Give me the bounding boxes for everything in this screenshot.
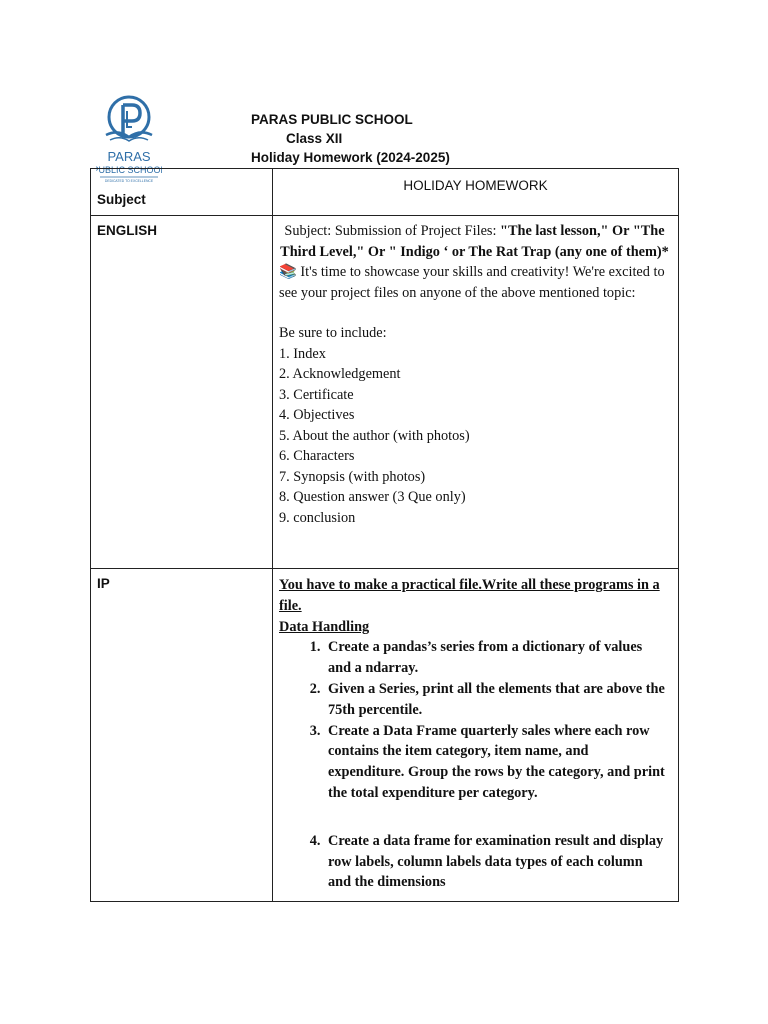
- holiday-homework-header: HOLIDAY HOMEWORK: [273, 169, 679, 216]
- subject-ip: IP: [91, 569, 273, 902]
- english-homework: [273, 216, 679, 569]
- list-item: 3. Create a Data Frame quarterly sales where each row contains the item category, item name, and expenditure. Group the rows by the category, and print the total expenditure per category.: [324, 721, 668, 804]
- books-icon: 📚: [279, 264, 297, 280]
- school-name: PARAS PUBLIC SCHOOL: [251, 112, 413, 127]
- class-name: Class XII: [286, 131, 343, 146]
- homework-title: Holiday Homework (2024-2025): [251, 150, 450, 165]
- list-item: 1. Create a pandas’s series from a dictionary of values and a ndarray.: [324, 637, 668, 679]
- english-message-text: It's time to showcase your skills and creativity! We're excited to see your project files on anyone of the above mentioned topic:: [279, 264, 665, 301]
- homework-table: [90, 168, 679, 902]
- include-label: Be sure to include:: [279, 325, 387, 341]
- subject-header-cell: [91, 169, 273, 216]
- logo-word-paras: PARAS: [107, 149, 151, 164]
- list-item: 2. Acknowledgement: [279, 366, 401, 382]
- logo-tagline: DEDICATED TO EXCELLENCE: [104, 179, 154, 183]
- list-item: 8. Question answer (3 Que only): [279, 489, 466, 505]
- logo-word-public-school: PUBLIC SCHOOL: [96, 165, 162, 175]
- include-list: [279, 344, 670, 529]
- list-item: 4. Objectives: [279, 407, 355, 423]
- ip-homework: [273, 569, 679, 902]
- table-row-ip: [91, 569, 679, 902]
- list-item: 4. Create a data frame for examination result and display row labels, column labels data types of each column and the dimensions: [324, 831, 668, 893]
- subject-english: ENGLISH: [91, 216, 273, 569]
- list-item: 1. Index: [279, 345, 326, 362]
- subject-column-header: Subject: [97, 192, 146, 207]
- english-project-titles: "The last lesson," Or "The Third Level," Or " Indigo ‘ or The Rat Trap (any one of them)*: [280, 223, 669, 260]
- ip-section-title: Data Handling: [279, 618, 370, 635]
- english-project-topics: [279, 221, 670, 262]
- list-item: 9. conclusion: [279, 509, 356, 526]
- list-item: 5. About the author (with photos): [279, 427, 470, 444]
- table-row-english: [91, 216, 679, 569]
- list-item: 6. Characters: [279, 448, 355, 464]
- list-item: 7. Synopsis (with photos): [279, 468, 426, 485]
- table-header-row: [91, 169, 679, 216]
- program-list: [279, 637, 668, 893]
- english-intro-prefix: Subject: Submission of Project Files:: [284, 223, 501, 239]
- list-item: 2. Given a Series, print all the elements that are above the 75th percentile.: [324, 679, 668, 721]
- english-message: [279, 262, 670, 303]
- ip-instruction: You have to make a practical file.Write all these programs in a file.: [279, 577, 660, 614]
- list-item: 3. Certificate: [279, 386, 354, 403]
